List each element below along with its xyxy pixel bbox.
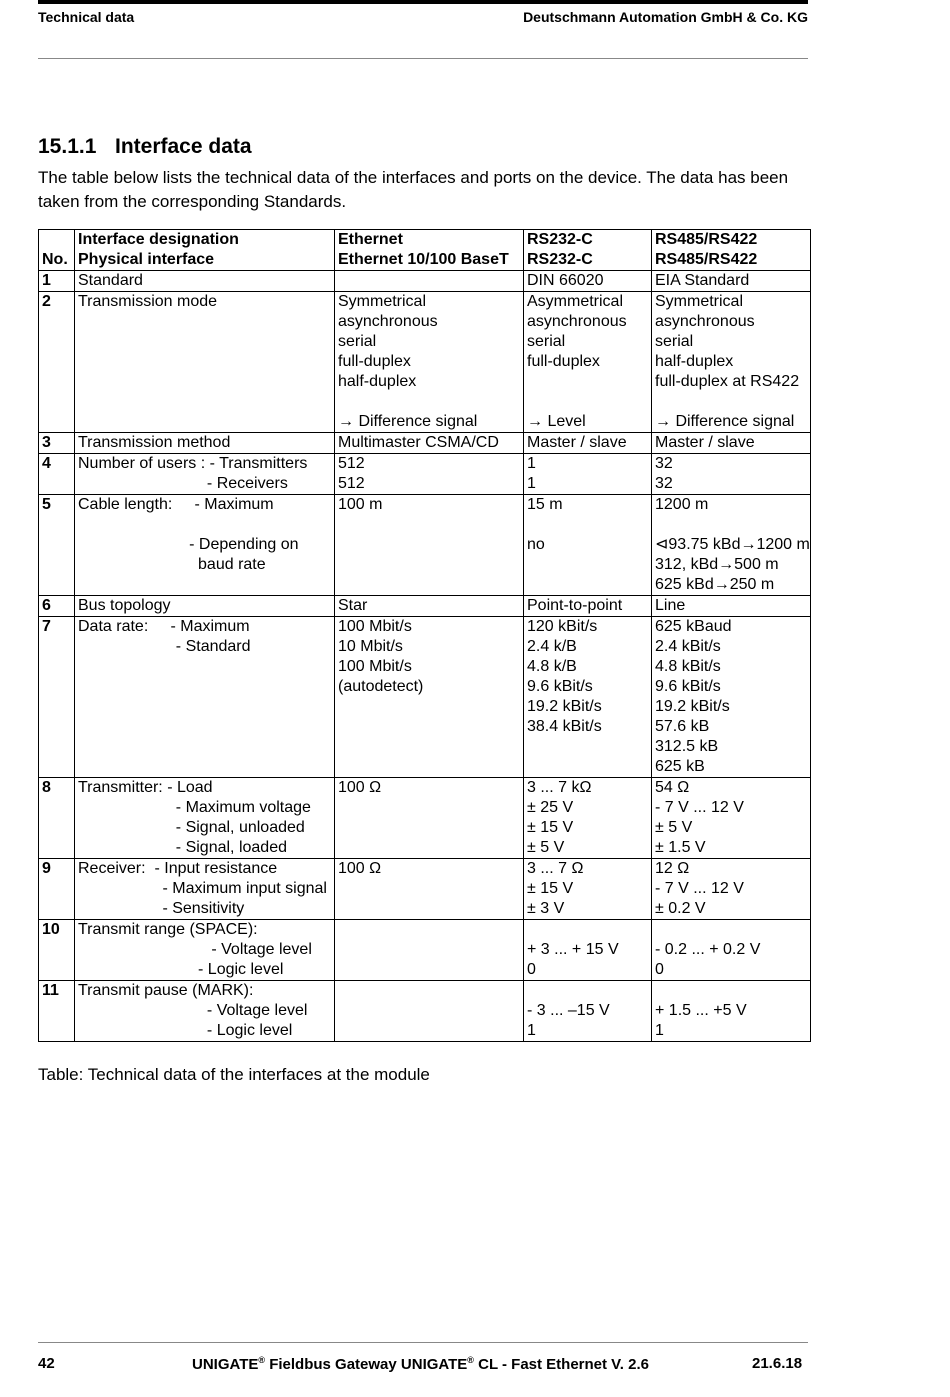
cell-line: 1 [527, 1022, 536, 1039]
cell-line [78, 332, 334, 352]
cell-line: ± 0.2 V [655, 900, 706, 917]
table-cell [75, 292, 335, 433]
cell-line: no [527, 536, 545, 553]
cell-line: 1 [527, 475, 536, 492]
row-number: 3 [39, 433, 75, 454]
cell-line [527, 515, 651, 535]
cell-line [338, 515, 523, 535]
footer-product: UNIGATE® Fieldbus Gateway UNIGATE® CL - Fast Ethernet V. 2.6 [192, 1355, 649, 1373]
footer-divider [38, 1342, 808, 1343]
cell-line: - Depending on [78, 536, 299, 553]
cell-line: - 0.2 ... + 0.2 V [655, 941, 761, 958]
table-row [39, 454, 811, 495]
cell-line: full-duplex [527, 353, 600, 370]
table-cell [652, 617, 811, 778]
header-line: No. [42, 251, 68, 268]
table-cell [524, 495, 652, 596]
table-row [39, 981, 811, 1042]
cell-line: ± 5 V [527, 839, 565, 856]
cell-line: baud rate [78, 556, 266, 573]
table-row [39, 271, 811, 292]
table-cell [75, 778, 335, 859]
header-line: RS232-C [527, 251, 593, 268]
cell-line: Transmission mode [78, 293, 218, 310]
table-cell [652, 859, 811, 920]
header-company: Deutschmann Automation GmbH & Co. KG [523, 9, 808, 25]
table-cell [652, 454, 811, 495]
cell-line: + 3 ... + 15 V [527, 941, 619, 958]
table-cell [75, 920, 335, 981]
table-cell [652, 433, 811, 454]
cell-line: 100 Ω [338, 779, 382, 796]
table-cell [75, 271, 335, 292]
cell-line: - Logic level [78, 1022, 293, 1039]
cell-line: Transmit pause (MARK): [78, 982, 254, 999]
cell-line: full-duplex at RS422 [655, 373, 800, 390]
cell-line: → Level [527, 413, 586, 430]
row-number: 4 [39, 454, 75, 495]
cell-line [527, 392, 651, 412]
row-number: 1 [39, 271, 75, 292]
cell-line: Number of users : - Transmitters [78, 455, 308, 472]
cell-line [338, 981, 523, 1001]
cell-line: 312.5 kB [655, 738, 719, 755]
cell-line: 625 kBd→250 m [655, 576, 775, 593]
cell-line: Point-to-point [527, 597, 623, 614]
cell-line: Transmission method [78, 434, 231, 451]
cell-line: Bus topology [78, 597, 171, 614]
table-row [39, 495, 811, 596]
header-line: RS485/RS422 [655, 251, 758, 268]
cell-line [338, 575, 523, 595]
cell-line: 19.2 kBit/s [527, 698, 602, 715]
section-number: 15.1.1 [38, 135, 97, 158]
row-number: 9 [39, 859, 75, 920]
table-cell [652, 981, 811, 1042]
cell-line: 3 ... 7 Ω [527, 860, 584, 877]
cell-line: half-duplex [338, 373, 417, 390]
cell-line: ⊲93.75 kBd→1200 m [655, 536, 810, 553]
table-row [39, 292, 811, 433]
table-cell [652, 271, 811, 292]
cell-line [655, 920, 810, 940]
cell-line: 1200 m [655, 496, 709, 513]
cell-line: Master / slave [527, 434, 627, 451]
cell-line [78, 392, 334, 412]
cell-line [78, 352, 334, 372]
table-cell [75, 596, 335, 617]
cell-line: - Receivers [78, 475, 288, 492]
header-line: RS232-C [527, 231, 593, 248]
cell-line: 2.4 kBit/s [655, 638, 721, 655]
table-cell [652, 495, 811, 596]
cell-line: Transmitter: - Load [78, 779, 213, 796]
cell-line: 3 ... 7 kΩ [527, 779, 592, 796]
cell-line: - Logic level [78, 961, 284, 978]
table-header-cell [75, 230, 335, 271]
table-cell [652, 596, 811, 617]
cell-line: ± 25 V [527, 799, 574, 816]
table-cell [335, 981, 524, 1042]
table-row [39, 859, 811, 920]
table-row [39, 433, 811, 454]
cell-line: 9.6 kBit/s [527, 678, 593, 695]
cell-line: 625 kB [655, 758, 705, 775]
section-intro: The table below lists the technical data of the interfaces and ports on the device. The data has been taken from the corresponding Standards. [38, 168, 789, 211]
cell-line: - 3 ... –15 V [527, 1002, 610, 1019]
cell-line: 12 Ω [655, 860, 690, 877]
cell-line [78, 312, 334, 332]
cell-line [655, 392, 810, 412]
cell-line: - 7 V ... 12 V [655, 799, 744, 816]
row-number: 8 [39, 778, 75, 859]
table-cell [524, 271, 652, 292]
cell-line: Data rate: - Maximum [78, 618, 250, 635]
cell-line [338, 555, 523, 575]
header-line: Physical interface [78, 251, 215, 268]
cell-line: 19.2 kBit/s [655, 698, 730, 715]
cell-line: Standard [78, 272, 143, 289]
cell-line: → Difference signal [338, 413, 478, 430]
cell-line: Transmit range (SPACE): [78, 921, 258, 938]
cell-line: Master / slave [655, 434, 755, 451]
cell-line: - Signal, loaded [78, 839, 287, 856]
table-cell [335, 596, 524, 617]
cell-line: ± 15 V [527, 819, 574, 836]
table-header-cell [335, 230, 524, 271]
cell-line: serial [338, 333, 377, 350]
table-cell [652, 292, 811, 433]
header-top-bar [38, 0, 808, 4]
cell-line: Receiver: - Input resistance [78, 860, 278, 877]
table-row [39, 778, 811, 859]
row-number: 11 [39, 981, 75, 1042]
cell-line: DIN 66020 [527, 272, 604, 289]
table-cell [524, 920, 652, 981]
cell-line: + 1.5 ... +5 V [655, 1002, 747, 1019]
table-cell [524, 596, 652, 617]
cell-line [78, 515, 334, 535]
cell-line: - Maximum input signal [78, 880, 327, 897]
header-chapter: Technical data [38, 9, 135, 25]
cell-line: 57.6 kB [655, 718, 710, 735]
table-cell [524, 859, 652, 920]
table-cell [524, 617, 652, 778]
cell-line [655, 515, 810, 535]
cell-line: ± 5 V [655, 819, 693, 836]
cell-line: half-duplex [655, 353, 734, 370]
cell-line: ± 15 V [527, 880, 574, 897]
cell-line: 15 m [527, 496, 563, 513]
cell-line: 100 Ω [338, 860, 382, 877]
table-cell [335, 495, 524, 596]
table-cell [75, 454, 335, 495]
table-cell [75, 495, 335, 596]
cell-line: full-duplex [338, 353, 411, 370]
cell-line: 120 kBit/s [527, 618, 598, 635]
cell-line: 1 [527, 455, 536, 472]
cell-line: 625 kBaud [655, 618, 732, 635]
table-header-cell [652, 230, 811, 271]
cell-line: - Maximum voltage [78, 799, 311, 816]
cell-line: → Difference signal [655, 413, 795, 430]
cell-line: 0 [655, 961, 664, 978]
table-cell [335, 778, 524, 859]
cell-line: Symmetrical [655, 293, 744, 310]
row-number: 5 [39, 495, 75, 596]
cell-line: 512 [338, 455, 365, 472]
table-cell [335, 292, 524, 433]
table-cell [524, 292, 652, 433]
cell-line: 54 Ω [655, 779, 690, 796]
interface-data-table [38, 229, 811, 1042]
row-number: 6 [39, 596, 75, 617]
cell-line [78, 372, 334, 392]
header-line: RS485/RS422 [655, 231, 758, 248]
cell-line [78, 575, 334, 595]
cell-line: Symmetrical [338, 293, 427, 310]
table-cell [335, 433, 524, 454]
cell-line: 2.4 k/B [527, 638, 577, 655]
cell-line: serial [655, 333, 694, 350]
cell-line: 312, kBd→500 m [655, 556, 779, 573]
table-cell [524, 454, 652, 495]
cell-line [338, 271, 523, 291]
header-line: Interface designation [78, 231, 239, 248]
cell-line [527, 920, 651, 940]
cell-line [527, 372, 651, 392]
page-number: 42 [38, 1355, 55, 1372]
row-number: 10 [39, 920, 75, 981]
row-number: 2 [39, 292, 75, 433]
cell-line: Asymmetrical [527, 293, 624, 310]
cell-line [338, 392, 523, 412]
cell-line: 1 [655, 1022, 664, 1039]
cell-line: asynchronous [527, 313, 627, 330]
cell-line: Line [655, 597, 686, 614]
cell-line: - Voltage level [78, 941, 312, 958]
table-header-cell [39, 230, 75, 271]
table-header-row [39, 230, 811, 271]
table-cell [652, 920, 811, 981]
cell-line: 10 Mbit/s [338, 638, 403, 655]
table-cell [652, 778, 811, 859]
cell-line: Star [338, 597, 368, 614]
cell-line: Multimaster CSMA/CD [338, 434, 499, 451]
cell-line [527, 981, 651, 1001]
cell-line: - 7 V ... 12 V [655, 880, 744, 897]
table-cell [75, 617, 335, 778]
header-divider [38, 58, 808, 59]
cell-line: EIA Standard [655, 272, 750, 289]
cell-line: asynchronous [655, 313, 755, 330]
table-header-cell [524, 230, 652, 271]
table-cell [335, 454, 524, 495]
table-cell [75, 981, 335, 1042]
cell-line [527, 555, 651, 575]
table-cell [335, 271, 524, 292]
table-cell [524, 433, 652, 454]
header-line: Ethernet [338, 231, 403, 248]
cell-line: asynchronous [338, 313, 438, 330]
row-number: 7 [39, 617, 75, 778]
table-caption: Table: Technical data of the interfaces at the module [38, 1065, 430, 1084]
cell-line: 32 [655, 475, 673, 492]
cell-line: serial [527, 333, 566, 350]
cell-line: 512 [338, 475, 365, 492]
cell-line: 100 Mbit/s [338, 658, 412, 675]
cell-line: ± 1.5 V [655, 839, 706, 856]
cell-line [655, 981, 810, 1001]
cell-line: 0 [527, 961, 536, 978]
table-row [39, 617, 811, 778]
table-cell [335, 617, 524, 778]
cell-line: - Voltage level [78, 1002, 308, 1019]
header-line [42, 230, 74, 250]
cell-line: 100 Mbit/s [338, 618, 412, 635]
cell-line: - Signal, unloaded [78, 819, 305, 836]
cell-line [338, 535, 523, 555]
cell-line: 4.8 k/B [527, 658, 577, 675]
cell-line: 4.8 kBit/s [655, 658, 721, 675]
table-cell [335, 859, 524, 920]
cell-line: ± 3 V [527, 900, 565, 917]
table-row [39, 920, 811, 981]
cell-line: 9.6 kBit/s [655, 678, 721, 695]
footer-date: 21.6.18 [752, 1355, 803, 1372]
table-cell [524, 778, 652, 859]
table-cell [335, 920, 524, 981]
table-row [39, 596, 811, 617]
cell-line: (autodetect) [338, 678, 424, 695]
table-cell [75, 859, 335, 920]
cell-line [527, 575, 651, 595]
cell-line: - Sensitivity [78, 900, 245, 917]
cell-line: 100 m [338, 496, 383, 513]
section-title: Interface data [115, 135, 252, 158]
table-cell [524, 981, 652, 1042]
cell-line [338, 920, 523, 940]
cell-line: 38.4 kBit/s [527, 718, 602, 735]
cell-line: 32 [655, 455, 673, 472]
table-cell [75, 433, 335, 454]
cell-line: - Standard [78, 638, 251, 655]
cell-line: Cable length: - Maximum [78, 496, 274, 513]
header-line: Ethernet 10/100 BaseT [338, 251, 509, 268]
